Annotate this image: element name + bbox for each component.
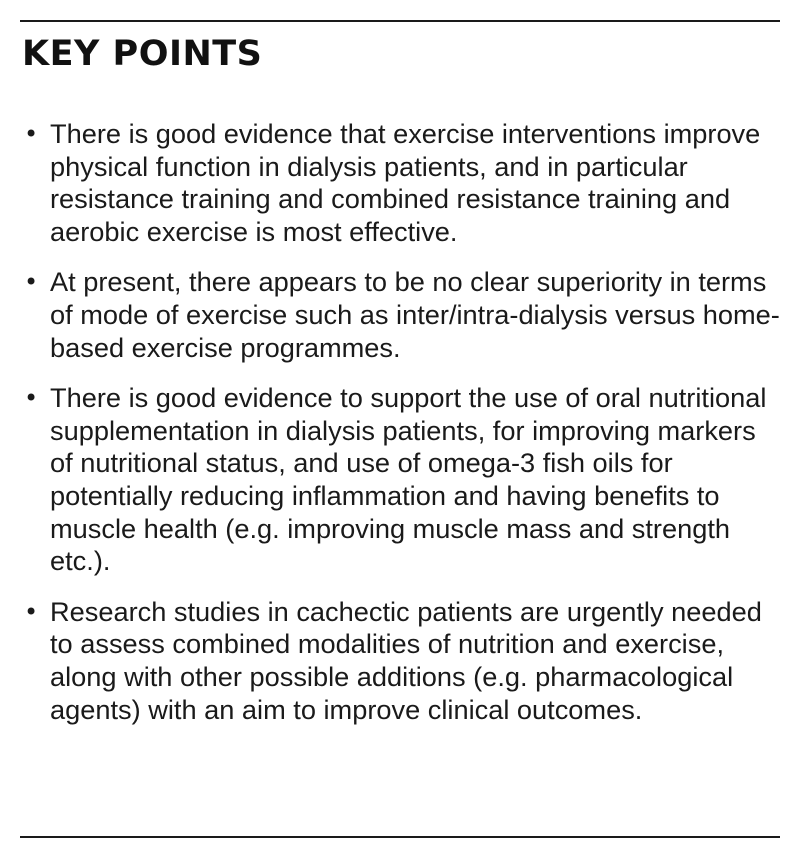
key-point-text: There is good evidence to support the use of oral nutritional supplementation in dialysis patients, for improving markers of nutritional status, and use of omega-3 fish oils for potentially reducing inflammation and having benefits to muscle health (e.g. improving muscle mass and strength etc.). [50, 382, 767, 577]
key-points-box [20, 20, 780, 838]
bottom-divider [20, 836, 780, 838]
key-point-text: Research studies in cachectic patients are urgently needed to assess combined modalities of nutrition and exercise, along with other possible additions (e.g. pharmacological agents) with an aim to improve clinical outcomes. [50, 595, 762, 725]
bullet-icon: • [24, 120, 39, 148]
box-title: KEY POINTS [22, 34, 263, 74]
bullet-icon: • [24, 384, 39, 413]
key-point-item [20, 596, 780, 726]
key-point-item [20, 118, 780, 248]
key-point-item [20, 266, 780, 364]
top-divider [20, 20, 780, 22]
bullet-icon: • [24, 597, 39, 626]
key-points-list [20, 118, 780, 744]
key-point-item [20, 382, 780, 578]
key-point-text: There is good evidence that exercise interventions improve physical function in dialysis patients, and in particular resistance training and combined resistance training and aerobic exercise is most effective. [50, 118, 761, 247]
bullet-icon: • [24, 268, 39, 297]
key-point-text: At present, there appears to be no clear superiority in terms of mode of exercise such as inter/intra-dialysis versus home-based exercise programmes. [50, 266, 780, 363]
